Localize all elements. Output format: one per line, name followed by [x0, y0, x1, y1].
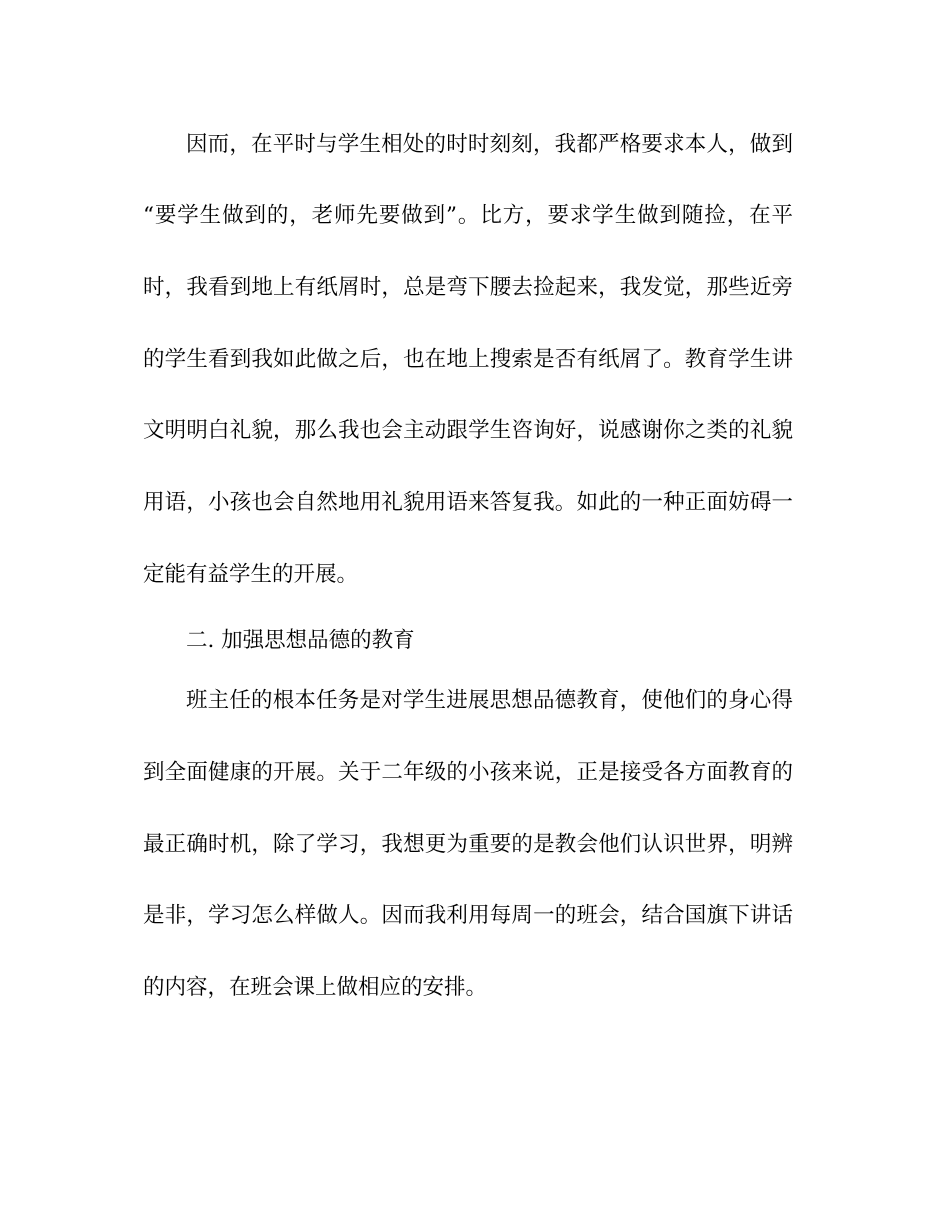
paragraph-1-line-2: “要学生做到的，老师先要做到”。比方，要求学生做到随捡，在平	[143, 203, 793, 228]
paragraph-2-line-4: 是非，学习怎么样做人。因而我利用每周一的班会，结合国旗下讲话	[143, 903, 793, 928]
paragraph-2-line-5: 的内容，在班会课上做相应的安排。	[143, 975, 488, 1000]
paragraph-2-line-3: 最正确时机，除了学习，我想更为重要的是教会他们认识世界，明辨	[143, 832, 793, 857]
paragraph-1-line-4: 的学生看到我如此做之后，也在地上搜索是否有纸屑了。教育学生讲	[143, 347, 793, 372]
paragraph-1-line-1: 因而，在平时与学生相处的时时刻刻，我都严格要求本人，做到	[186, 132, 793, 157]
paragraph-1-line-5: 文明明白礼貌，那么我也会主动跟学生咨询好，说感谢你之类的礼貌	[143, 418, 793, 443]
section-heading: 二. 加强思想品德的教育	[186, 628, 415, 653]
paragraph-2-line-2: 到全面健康的开展。关于二年级的小孩来说，正是接受各方面教育的	[143, 760, 793, 785]
paragraph-1-line-3: 时，我看到地上有纸屑时，总是弯下腰去捡起来，我发觉，那些近旁	[143, 275, 793, 300]
paragraph-1-line-6: 用语，小孩也会自然地用礼貌用语来答复我。如此的一种正面妨碍一	[143, 490, 793, 515]
paragraph-2-line-1: 班主任的根本任务是对学生进展思想品德教育，使他们的身心得	[186, 688, 793, 713]
paragraph-1-line-7: 定能有益学生的开展。	[143, 562, 359, 587]
